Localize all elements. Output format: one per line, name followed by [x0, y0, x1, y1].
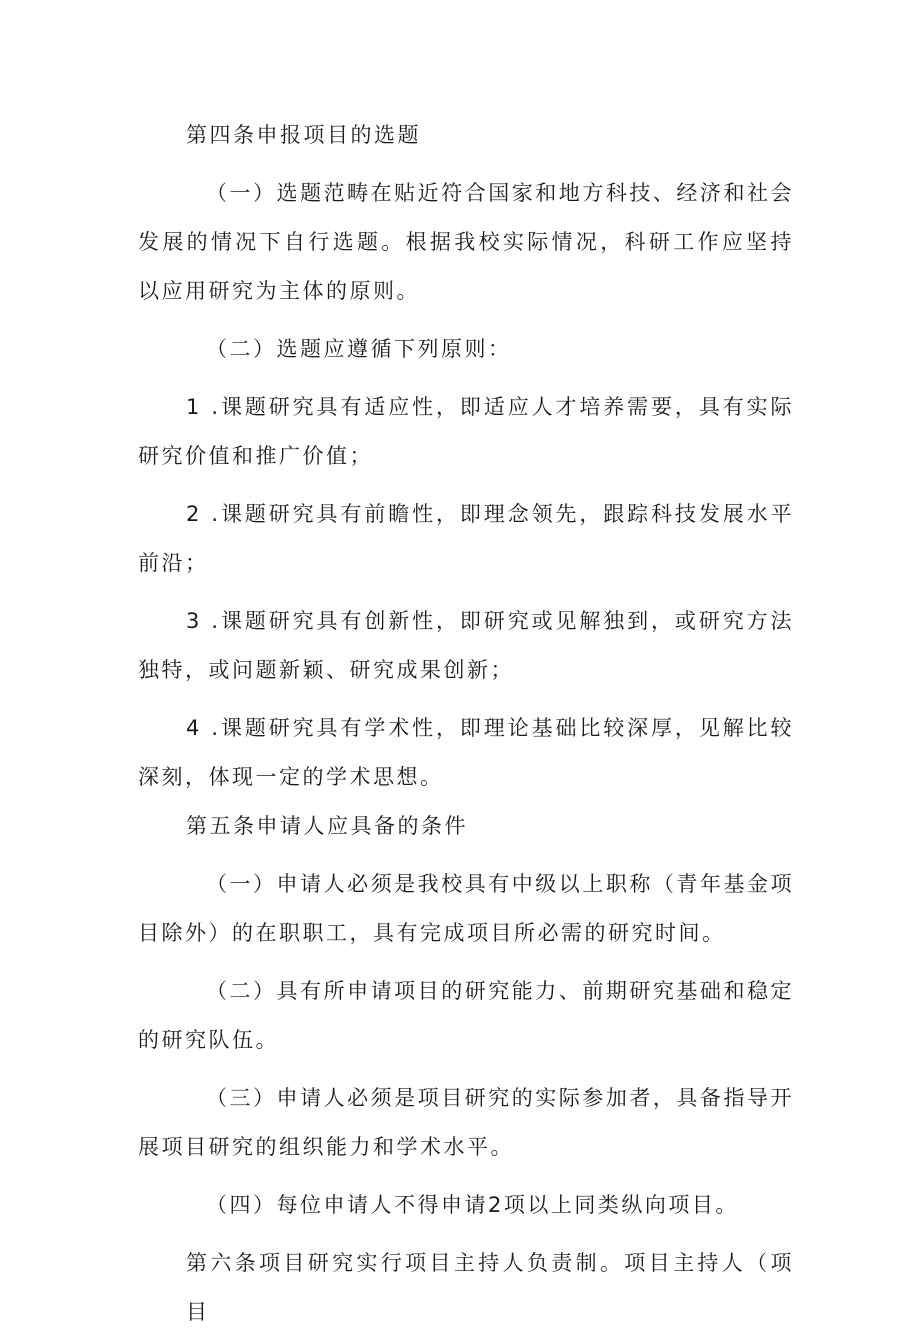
list-item-adaptability: 1 .课题研究具有适应性，即适应人才培养需要，具有实际研究价值和推广价值； [138, 395, 794, 468]
paragraph-applicant-participant: （三）申请人必须是项目研究的实际参加者，具备指导开展项目研究的组织能力和学术水平。 [138, 1086, 794, 1159]
article-5-heading: 第五条申请人应具备的条件 [186, 814, 468, 838]
paragraph-applicant-title: （一）申请人必须是我校具有中级以上职称（青年基金项目除外）的在职职工，具有完成项目所必需的研究时间。 [138, 872, 794, 945]
article-6-heading: 第六条项目研究实行项目主持人负责制。项目主持人（项目 [186, 1251, 794, 1324]
article-4-heading: 第四条申报项目的选题 [186, 123, 421, 147]
paragraph-applicant-limit: （四）每位申请人不得申请2项以上同类纵向项目。 [206, 1193, 739, 1217]
list-item-innovation: 3 .课题研究具有创新性，即研究或见解独到，或研究方法独特，或问题新颖、研究成果创新； [138, 609, 794, 682]
document-body [138, 111, 794, 1337]
paragraph-topic-scope: （一）选题范畴在贴近符合国家和地方科技、经济和社会发展的情况下自行选题。根据我校实际情况，科研工作应坚持以应用研究为主体的原则。 [138, 181, 794, 303]
paragraph-applicant-ability: （二）具有所申请项目的研究能力、前期研究基础和稳定的研究队伍。 [138, 979, 794, 1052]
paragraph-topic-principles: （二）选题应遵循下列原则： [206, 337, 512, 361]
list-item-academic: 4 .课题研究具有学术性，即理论基础比较深厚，见解比较深刻，体现一定的学术思想。 [138, 716, 794, 789]
list-item-foresight: 2 .课题研究具有前瞻性，即理念领先，跟踪科技发展水平前沿； [138, 502, 794, 575]
